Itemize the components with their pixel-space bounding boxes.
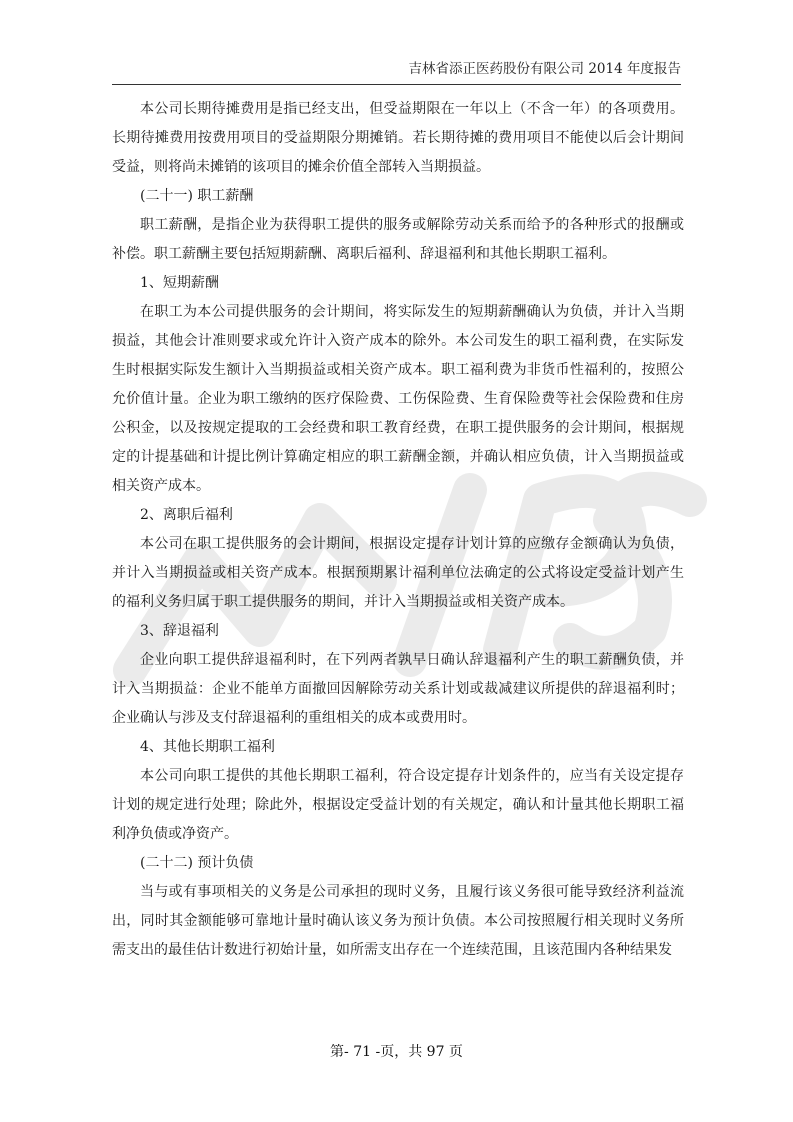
page-number: 第- 71 -页，共 97 页: [330, 1044, 463, 1060]
paragraph-termination-benefits: 企业向职工提供辞退福利时，在下列两者孰早日确认辞退福利产生的职工薪酬负债，并计入当期损益：企业不能单方面撤回因解除劳动关系计划或裁减建议所提供的辞退福利时；企业确认与涉及支付辞退福利的重组相关的成本或费用时。: [112, 652, 684, 726]
paragraph-other-long-term: 本公司向职工提供的其他长期职工福利，符合设定提存计划条件的，应当有关设定提存计划的规定进行处理；除此外，根据设定受益计划的有关规定，确认和计量其他长期职工福利净负债或净资产。: [112, 768, 684, 842]
subheading-post-employment: 2、离职后福利: [140, 507, 233, 523]
section-heading-employee-compensation: (二十一) 职工薪酬: [140, 188, 254, 204]
subheading-short-term-pay: 1、短期薪酬: [140, 275, 219, 291]
document-body: [112, 95, 684, 965]
paragraph-long-term-prepaid: 本公司长期待摊费用是指已经支出，但受益期限在一年以上（不含一年）的各项费用。长期待摊费用按费用项目的受益期限分期摊销。若长期待摊的费用项目不能使以后会计期间受益，则将尚未摊销的该项目的摊余价值全部转入当期损益。: [112, 101, 684, 175]
section-heading-provisions: (二十二) 预计负债: [140, 855, 254, 871]
paragraph-provisions: 当与或有事项相关的义务是公司承担的现时义务，且履行该义务很可能导致经济利益流出，同时其金额能够可靠地计量时确认该义务为预计负债。本公司按照履行相关现时义务所需支出的最佳估计数进行初始计量，如所需支出存在一个连续范围，且该范围内各种结果发: [112, 884, 684, 958]
subheading-other-long-term: 4、其他长期职工福利: [140, 739, 275, 755]
paragraph-employee-compensation: 职工薪酬，是指企业为获得职工提供的服务或解除劳动关系而给予的各种形式的报酬或补偿。职工薪酬主要包括短期薪酬、离职后福利、辞退福利和其他长期职工福利。: [112, 217, 684, 262]
header-rule: [112, 84, 681, 85]
paragraph-post-employment: 本公司在职工提供服务的会计期间，根据设定提存计划计算的应缴存金额确认为负债，并计入当期损益或相关资产成本。根据预期累计福利单位法确定的公式将设定受益计划产生的福利义务归属于职工提供服务的期间，并计入当期损益或相关资产成本。: [112, 536, 684, 610]
subheading-termination-benefits: 3、辞退福利: [140, 623, 219, 639]
paragraph-short-term-pay: 在职工为本公司提供服务的会计期间，将实际发生的短期薪酬确认为负债，并计入当期损益，其他会计准则要求或允许计入资产成本的除外。本公司发生的职工福利费，在实际发生时根据实际发生额计入当期损益或相关资产成本。职工福利费为非货币性福利的，按照公允价值计量。企业为职工缴纳的医疗保险费、工伤保险费、生育保险费等社会保险费和住房公积金，以及按规定提取的工会经费和职工教育经费，在职工提供服务的会计期间，根据规定的计提基础和计提比例计算确定相应的职工薪酬金额，并确认相应负债，计入当期损益或相关资产成本。: [112, 304, 684, 494]
report-header: 吉林省添正医药股份有限公司 2014 年度报告: [408, 61, 681, 77]
